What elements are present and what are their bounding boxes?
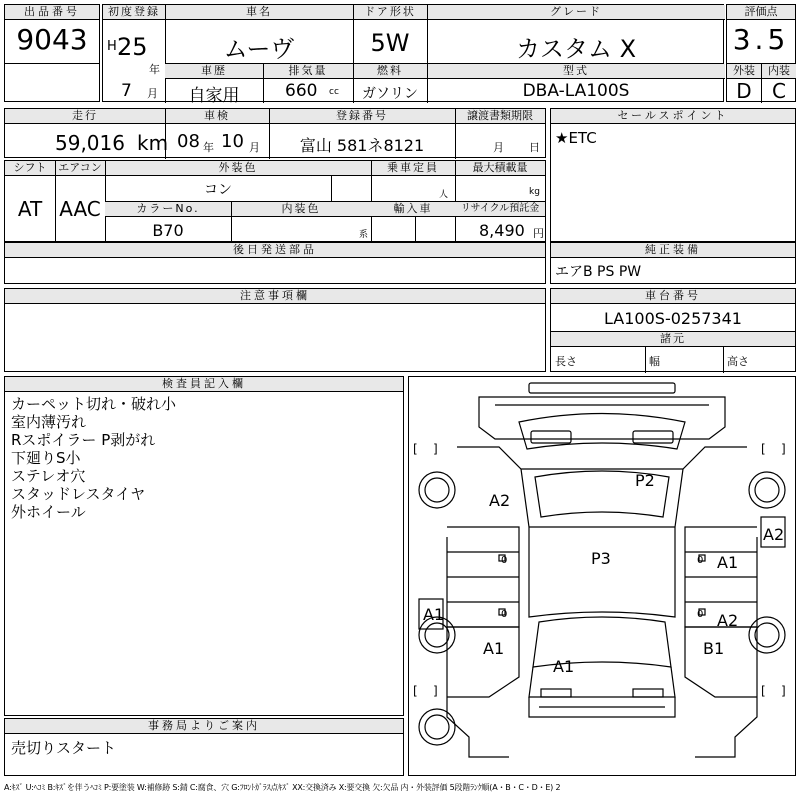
equipment-label: 純正装備 [551,243,795,258]
door-label: ドア形状 [353,5,427,20]
office-value: 売切りスタート [11,739,117,757]
legend-text: A:ｷｽﾞ U:ﾍｺﾐ B:ｷｽﾞを伴うﾍｺﾐ P:要塗装 W:補修跡 S:錆 C:腐食、穴 G:ﾌﾛﾝﾄｶﾞﾗｽ点ｷｽﾞ XX:交換済み X:要交換 欠:欠品 内・外装評価 5段階ﾗﾝｸ順(A・B・C・D・E) 2 [4,783,561,792]
capacity-unit: 人 [439,190,449,200]
mileage-label: 走行 [5,109,165,124]
damage-mark: P3 [591,549,611,568]
score-label: 評価点 [727,5,795,20]
chassis-value: LA100S-0257341 [604,309,742,328]
dims-label: 諸元 [551,332,795,347]
first-reg-month: 7 [121,81,132,101]
main-info-box [102,4,724,106]
int-color-unit: 系 [359,230,369,240]
damage-mark: A1 [423,605,445,624]
svg-text:]: ] [433,684,438,698]
first-reg-era: H [107,39,117,54]
damage-mark: P2 [635,471,655,490]
inspection-month-unit: 月 [249,141,260,154]
damage-mark: A2 [717,611,739,630]
first-reg-label: 初度登録 [103,5,165,20]
ext-color-value: コン [204,182,232,198]
shift-label: シフト [5,161,55,176]
later-parts-box [4,242,546,284]
recycle-value: 8,490 [479,221,525,240]
transfer-day-unit: 日 [529,141,540,154]
fuel-value: ガソリン [362,86,418,102]
history-value: 自家用 [188,86,240,106]
lot-label: 出品番号 [5,5,99,20]
dims-length-label: 長さ [555,355,577,368]
svg-text:]: ] [433,442,438,456]
shift-value: AT [17,197,43,221]
displacement-label: 排気量 [263,64,353,79]
grade-value: カスタム X [515,35,637,63]
max-load-unit: kg [529,187,540,197]
damage-mark: A1 [553,657,575,676]
damage-mark: B1 [703,639,725,658]
inspector-label: 検査員記入欄 [5,377,403,392]
inspection-year-unit: 年 [203,141,214,154]
inspector-line: 下廻りS小 [11,449,81,467]
mileage-unit: km [137,131,169,155]
notes-label: 注意事項欄 [5,289,545,304]
transfer-label: 譲渡書類期限 [455,109,545,124]
transfer-month-unit: 月 [493,141,504,154]
score-box [726,4,796,102]
equipment-box [550,242,796,284]
lot-box [4,4,100,102]
chassis-box [550,288,796,372]
spec-box [4,160,546,242]
door-value: 5W [370,29,410,57]
inspector-line: カーペット切れ・破れ小 [11,395,177,413]
history-label: 車歴 [165,64,263,79]
svg-text:]: ] [781,442,786,456]
svg-text:[: [ [413,442,418,456]
inspector-notes [11,395,176,521]
first-reg-month-unit: 月 [147,87,158,100]
plate-label: 登録番号 [269,109,455,124]
model-code-label: 型式 [427,64,725,79]
fuel-label: 燃料 [353,64,427,79]
score-value: 3.5 [732,23,790,56]
damage-mark: A2 [763,525,785,544]
sales-points-value: ★ETC [555,129,597,147]
int-score-label: 内装 [762,64,796,79]
int-score-value: C [772,79,786,103]
car-name-value: ムーヴ [223,35,295,63]
dims-height-label: 高さ [727,355,749,368]
svg-text:0: 0 [697,555,704,566]
import-label: 輸入車 [371,202,455,217]
inspector-line: Rスポイラー P剥がれ [11,431,156,449]
inspection-year: 08 [177,131,200,152]
office-box [4,718,404,776]
inspector-line: スタッドレスタイヤ [11,485,146,503]
inspection-label: 車検 [165,109,269,124]
notes-box [4,288,546,372]
max-load-label: 最大積載量 [455,161,545,176]
inspection-month: 10 [221,131,244,152]
svg-text:0: 0 [697,609,704,620]
damage-mark: A1 [483,639,505,658]
svg-text:[: [ [413,684,418,698]
chassis-label: 車台番号 [551,289,795,304]
grade-label: グレード [427,5,725,20]
mileage-box [4,108,546,158]
car-diagram [409,377,795,775]
equipment-value: エアB PS PW [555,264,642,280]
svg-text:[: [ [761,684,766,698]
inspector-box [4,376,404,716]
capacity-label: 乗車定員 [371,161,455,176]
first-reg-year-unit: 年 [149,63,160,76]
color-no-value: B70 [152,221,184,240]
recycle-label: リサイクル預託金 [455,202,545,217]
ext-score-value: D [736,79,752,103]
ext-score-label: 外装 [727,64,761,79]
sales-points-box [550,108,796,242]
aircon-label: エアコン [55,161,105,176]
damage-mark: A2 [489,491,511,510]
plate-value: 富山 581ネ8121 [299,136,425,155]
svg-text:0: 0 [501,609,508,620]
car-name-label: 車名 [165,5,353,20]
office-label: 事務局よりご案内 [5,719,403,734]
displacement-unit: cc [329,87,339,97]
car-diagram-box [408,376,796,776]
dims-width-label: 幅 [649,355,660,368]
svg-text:0: 0 [501,555,508,566]
mileage-value: 59,016 [55,131,125,155]
color-no-label: カラーNo. [105,202,231,217]
inspector-line: 外ホイール [11,503,86,521]
svg-text:[: [ [761,442,766,456]
damage-mark: A1 [717,553,739,572]
displacement-value: 660 [285,81,318,101]
inspector-line: ステレオ穴 [11,467,86,485]
first-reg-year: 25 [117,33,148,61]
recycle-unit: 円 [533,227,544,240]
svg-text:]: ] [781,684,786,698]
lot-number: 9043 [16,23,88,56]
int-color-label: 内装色 [231,202,371,217]
inspector-line: 室内薄汚れ [11,413,87,431]
ext-color-label: 外装色 [105,161,371,176]
aircon-value: AAC [59,197,101,221]
model-code-value: DBA-LA100S [522,81,630,101]
sales-points-label: セールスポイント [551,109,795,124]
later-parts-label: 後日発送部品 [5,243,545,258]
